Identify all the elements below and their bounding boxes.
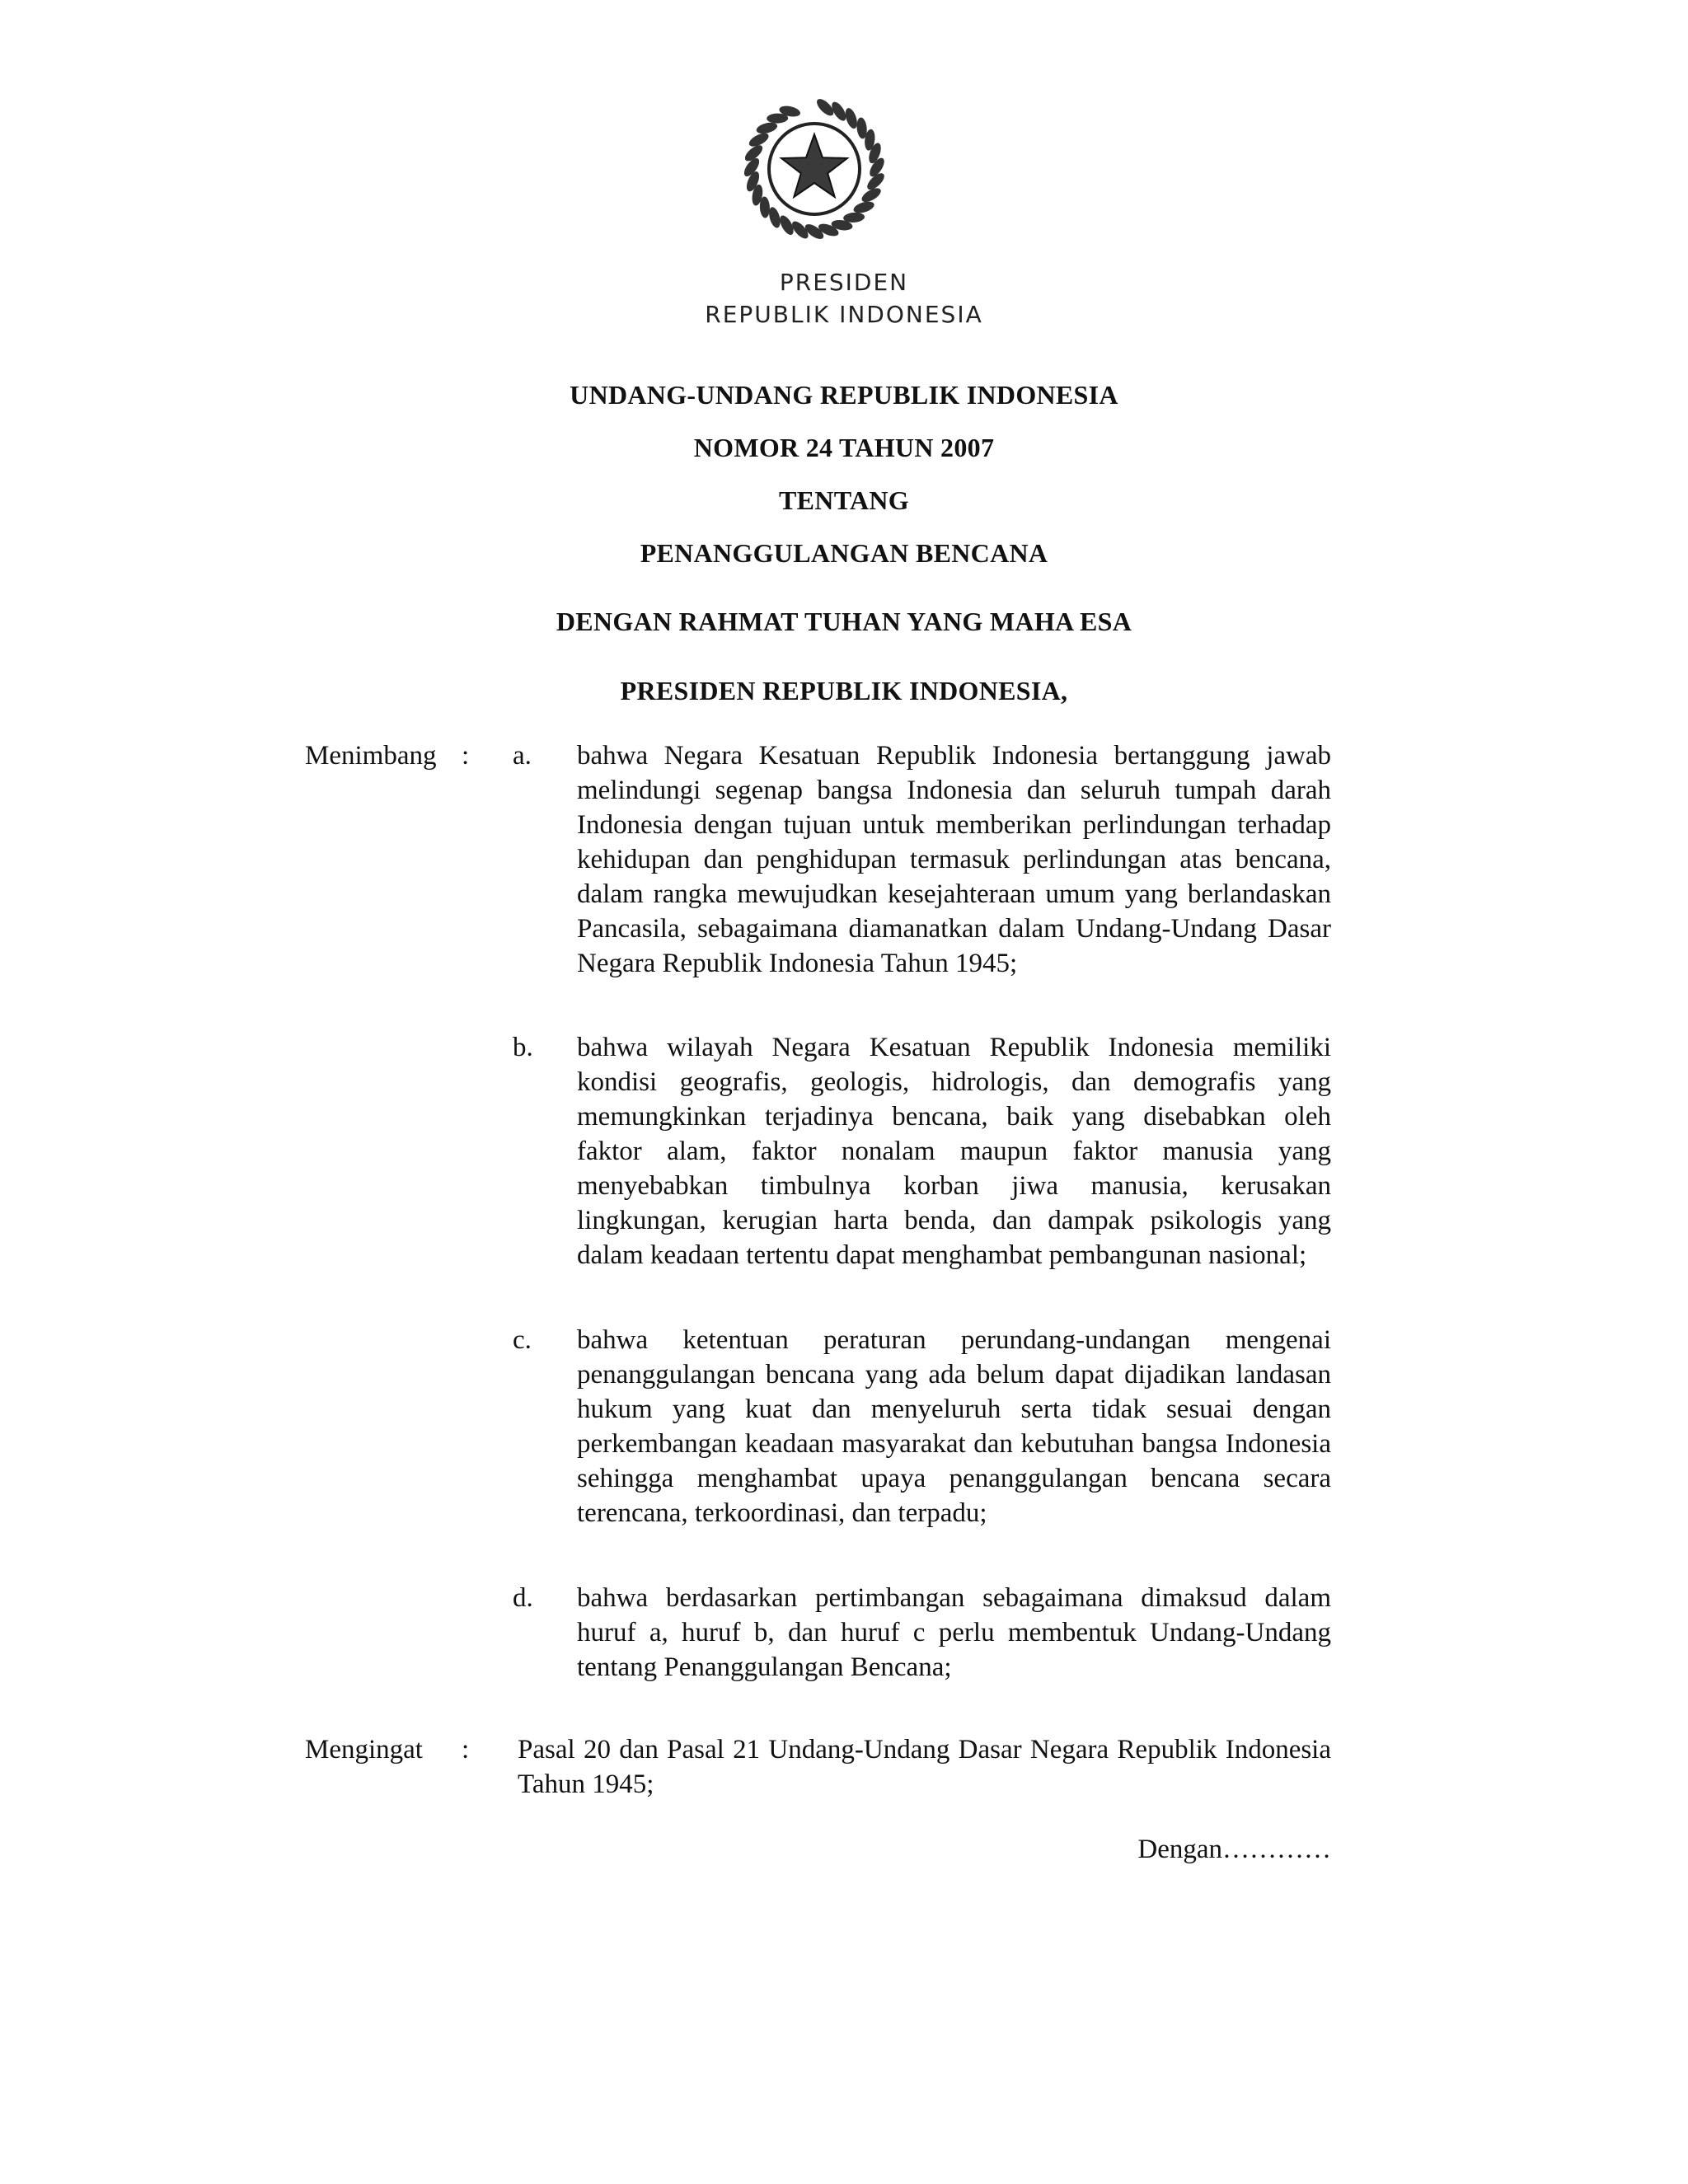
menimbang-colon: : (462, 741, 470, 771)
letterhead-president: PRESIDEN (779, 269, 909, 296)
menimbang-label: Menimbang (305, 741, 437, 771)
page-continuation: Dengan………… (1137, 1835, 1331, 1864)
item-a-text: bahwa Negara Kesatuan Republik Indonesia bertanggung jawab melindungi segenap bangsa Indonesia dan seluruh tumpah darah Indonesia dengan tujuan untuk memberikan perlindungan terhadap kehidupan dan penghidupan termasuk perlindungan atas bencana, dalam rangka mewujudkan kesejahteraan umum yang berlandaskan Pancasila, sebagaimana diamanatkan dalam Undang-Undang Dasar Negara Republik Indonesia Tahun 1945; (577, 741, 1331, 978)
item-d-marker: d. (513, 1583, 533, 1613)
law-subject: PENANGGULANGAN BENCANA (640, 538, 1048, 568)
mengingat-text: Pasal 20 dan Pasal 21 Undang-Undang Dasar Negara Republik Indonesia Tahun 1945; (518, 1735, 1331, 1799)
item-b-marker: b. (513, 1033, 533, 1062)
law-about: TENTANG (779, 485, 909, 515)
invocation: DENGAN RAHMAT TUHAN YANG MAHA ESA (556, 607, 1132, 636)
mengingat-label: Mengingat (305, 1735, 423, 1765)
president-heading: PRESIDEN REPUBLIK INDONESIA, (620, 676, 1068, 705)
law-number: NOMOR 24 TAHUN 2007 (693, 433, 995, 462)
item-c-marker: c. (513, 1325, 532, 1355)
law-title: UNDANG-UNDANG REPUBLIK INDONESIA (570, 380, 1118, 410)
item-b-text: bahwa wilayah Negara Kesatuan Republik Indonesia memiliki kondisi geografis, geologis, hidrologis, dan demografis yang memungkinkan terjadinya bencana, baik yang disebabkan oleh faktor alam, faktor nonalam maupun faktor manusia yang menyebabkan timbulnya korban jiwa manusia, kerusakan lingkungan, kerugian harta benda, dan dampak psikologis yang dalam keadaan tertentu dapat menghambat pembangunan nasional; (577, 1033, 1331, 1270)
mengingat-colon: : (462, 1735, 470, 1765)
state-emblem-icon (736, 91, 893, 247)
item-a-marker: a. (513, 741, 532, 771)
letterhead-republic: REPUBLIK INDONESIA (705, 301, 983, 328)
item-c-text: bahwa ketentuan peraturan perundang-undangan mengenai penanggulangan bencana yang ada belum dapat dijadikan landasan hukum yang kuat dan menyeluruh serta tidak sesuai dengan perkembangan keadaan masyarakat dan kebutuhan bangsa Indonesia sehingga menghambat upaya penanggulangan bencana secara terencana, terkoordinasi, dan terpadu; (577, 1325, 1331, 1528)
item-d-text: bahwa berdasarkan pertimbangan sebagaimana dimaksud dalam huruf a, huruf b, dan huruf c perlu membentuk Undang-Undang tentang Penanggulangan Bencana; (577, 1583, 1331, 1682)
